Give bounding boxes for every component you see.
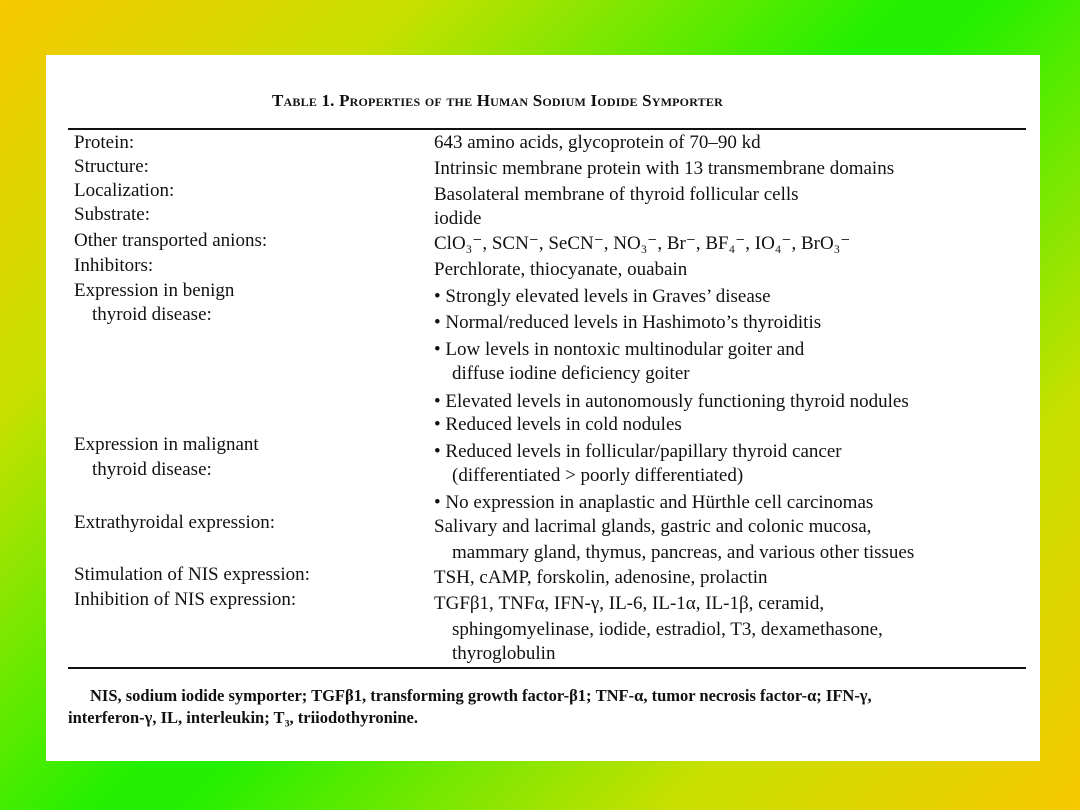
value-substrate: iodide bbox=[434, 208, 482, 229]
benign-item: • Strongly elevated levels in Graves’ disease bbox=[434, 286, 771, 307]
benign-item: • Elevated levels in autonomously functioning thyroid nodules bbox=[434, 391, 909, 412]
value-other-anions: ClO₃⁻, SCN⁻, SeCN⁻, NO₃⁻, Br⁻, BF₄⁻, IO₄⁻, BrO₃⁻ bbox=[434, 233, 851, 254]
label-benign-1: Expression in benign bbox=[74, 280, 235, 301]
table-title: Table 1. Properties of the Human Sodium Iodide Symporter bbox=[272, 91, 723, 110]
label-inhibition: Inhibition of NIS expression: bbox=[74, 589, 297, 610]
table-footnote bbox=[68, 685, 1028, 729]
value-stimulation: TSH, cAMP, forskolin, adenosine, prolactin bbox=[434, 567, 768, 588]
benign-item: diffuse iodine deficiency goiter bbox=[452, 363, 690, 384]
value-inhibition-3: thyroglobulin bbox=[452, 643, 556, 664]
label-malignant-1: Expression in malignant bbox=[74, 434, 259, 455]
value-localization: Basolateral membrane of thyroid follicular cells bbox=[434, 184, 799, 205]
value-structure: Intrinsic membrane protein with 13 transmembrane domains bbox=[434, 158, 895, 179]
value-inhibition-2: sphingomyelinase, iodide, estradiol, T3, dexamethasone, bbox=[452, 619, 883, 640]
footnote-line-2: interferon-γ, IL, interleukin; T₃, triiodothyronine. bbox=[68, 708, 419, 727]
value-inhibitors: Perchlorate, thiocyanate, ouabain bbox=[434, 259, 688, 280]
label-substrate: Substrate: bbox=[74, 204, 150, 225]
malignant-item: • Reduced levels in follicular/papillary thyroid cancer bbox=[434, 441, 842, 462]
label-stimulation: Stimulation of NIS expression: bbox=[74, 564, 310, 585]
label-structure: Structure: bbox=[74, 156, 149, 177]
label-benign-2: thyroid disease: bbox=[92, 304, 212, 325]
bottom-rule bbox=[68, 667, 1026, 669]
malignant-item: • No expression in anaplastic and Hürthle cell carcinomas bbox=[434, 492, 874, 513]
value-protein: 643 amino acids, glycoprotein of 70–90 kd bbox=[434, 132, 761, 153]
label-other-anions: Other transported anions: bbox=[74, 230, 268, 251]
value-extrathyroidal-2: mammary gland, thymus, pancreas, and various other tissues bbox=[452, 542, 915, 563]
label-inhibitors: Inhibitors: bbox=[74, 255, 154, 276]
benign-item: • Low levels in nontoxic multinodular goiter and bbox=[434, 339, 805, 360]
label-malignant-2: thyroid disease: bbox=[92, 459, 212, 480]
label-extrathyroidal: Extrathyroidal expression: bbox=[74, 512, 276, 533]
value-inhibition-1: TGFβ1, TNFα, IFN-γ, IL-6, IL-1α, IL-1β, ceramid, bbox=[434, 593, 825, 614]
malignant-item: (differentiated > poorly differentiated) bbox=[452, 465, 744, 486]
label-localization: Localization: bbox=[74, 180, 175, 201]
value-extrathyroidal-1: Salivary and lacrimal glands, gastric and colonic mucosa, bbox=[434, 516, 872, 537]
table-document bbox=[46, 55, 1040, 761]
label-protein: Protein: bbox=[74, 132, 135, 153]
benign-item: • Normal/reduced levels in Hashimoto’s thyroiditis bbox=[434, 312, 822, 333]
benign-item: • Reduced levels in cold nodules bbox=[434, 414, 682, 435]
top-rule bbox=[68, 128, 1026, 130]
footnote-line-1: NIS, sodium iodide symporter; TGFβ1, transforming growth factor-β1; TNF-α, tumor necrosis factor-α; IFN-γ, bbox=[90, 686, 872, 705]
